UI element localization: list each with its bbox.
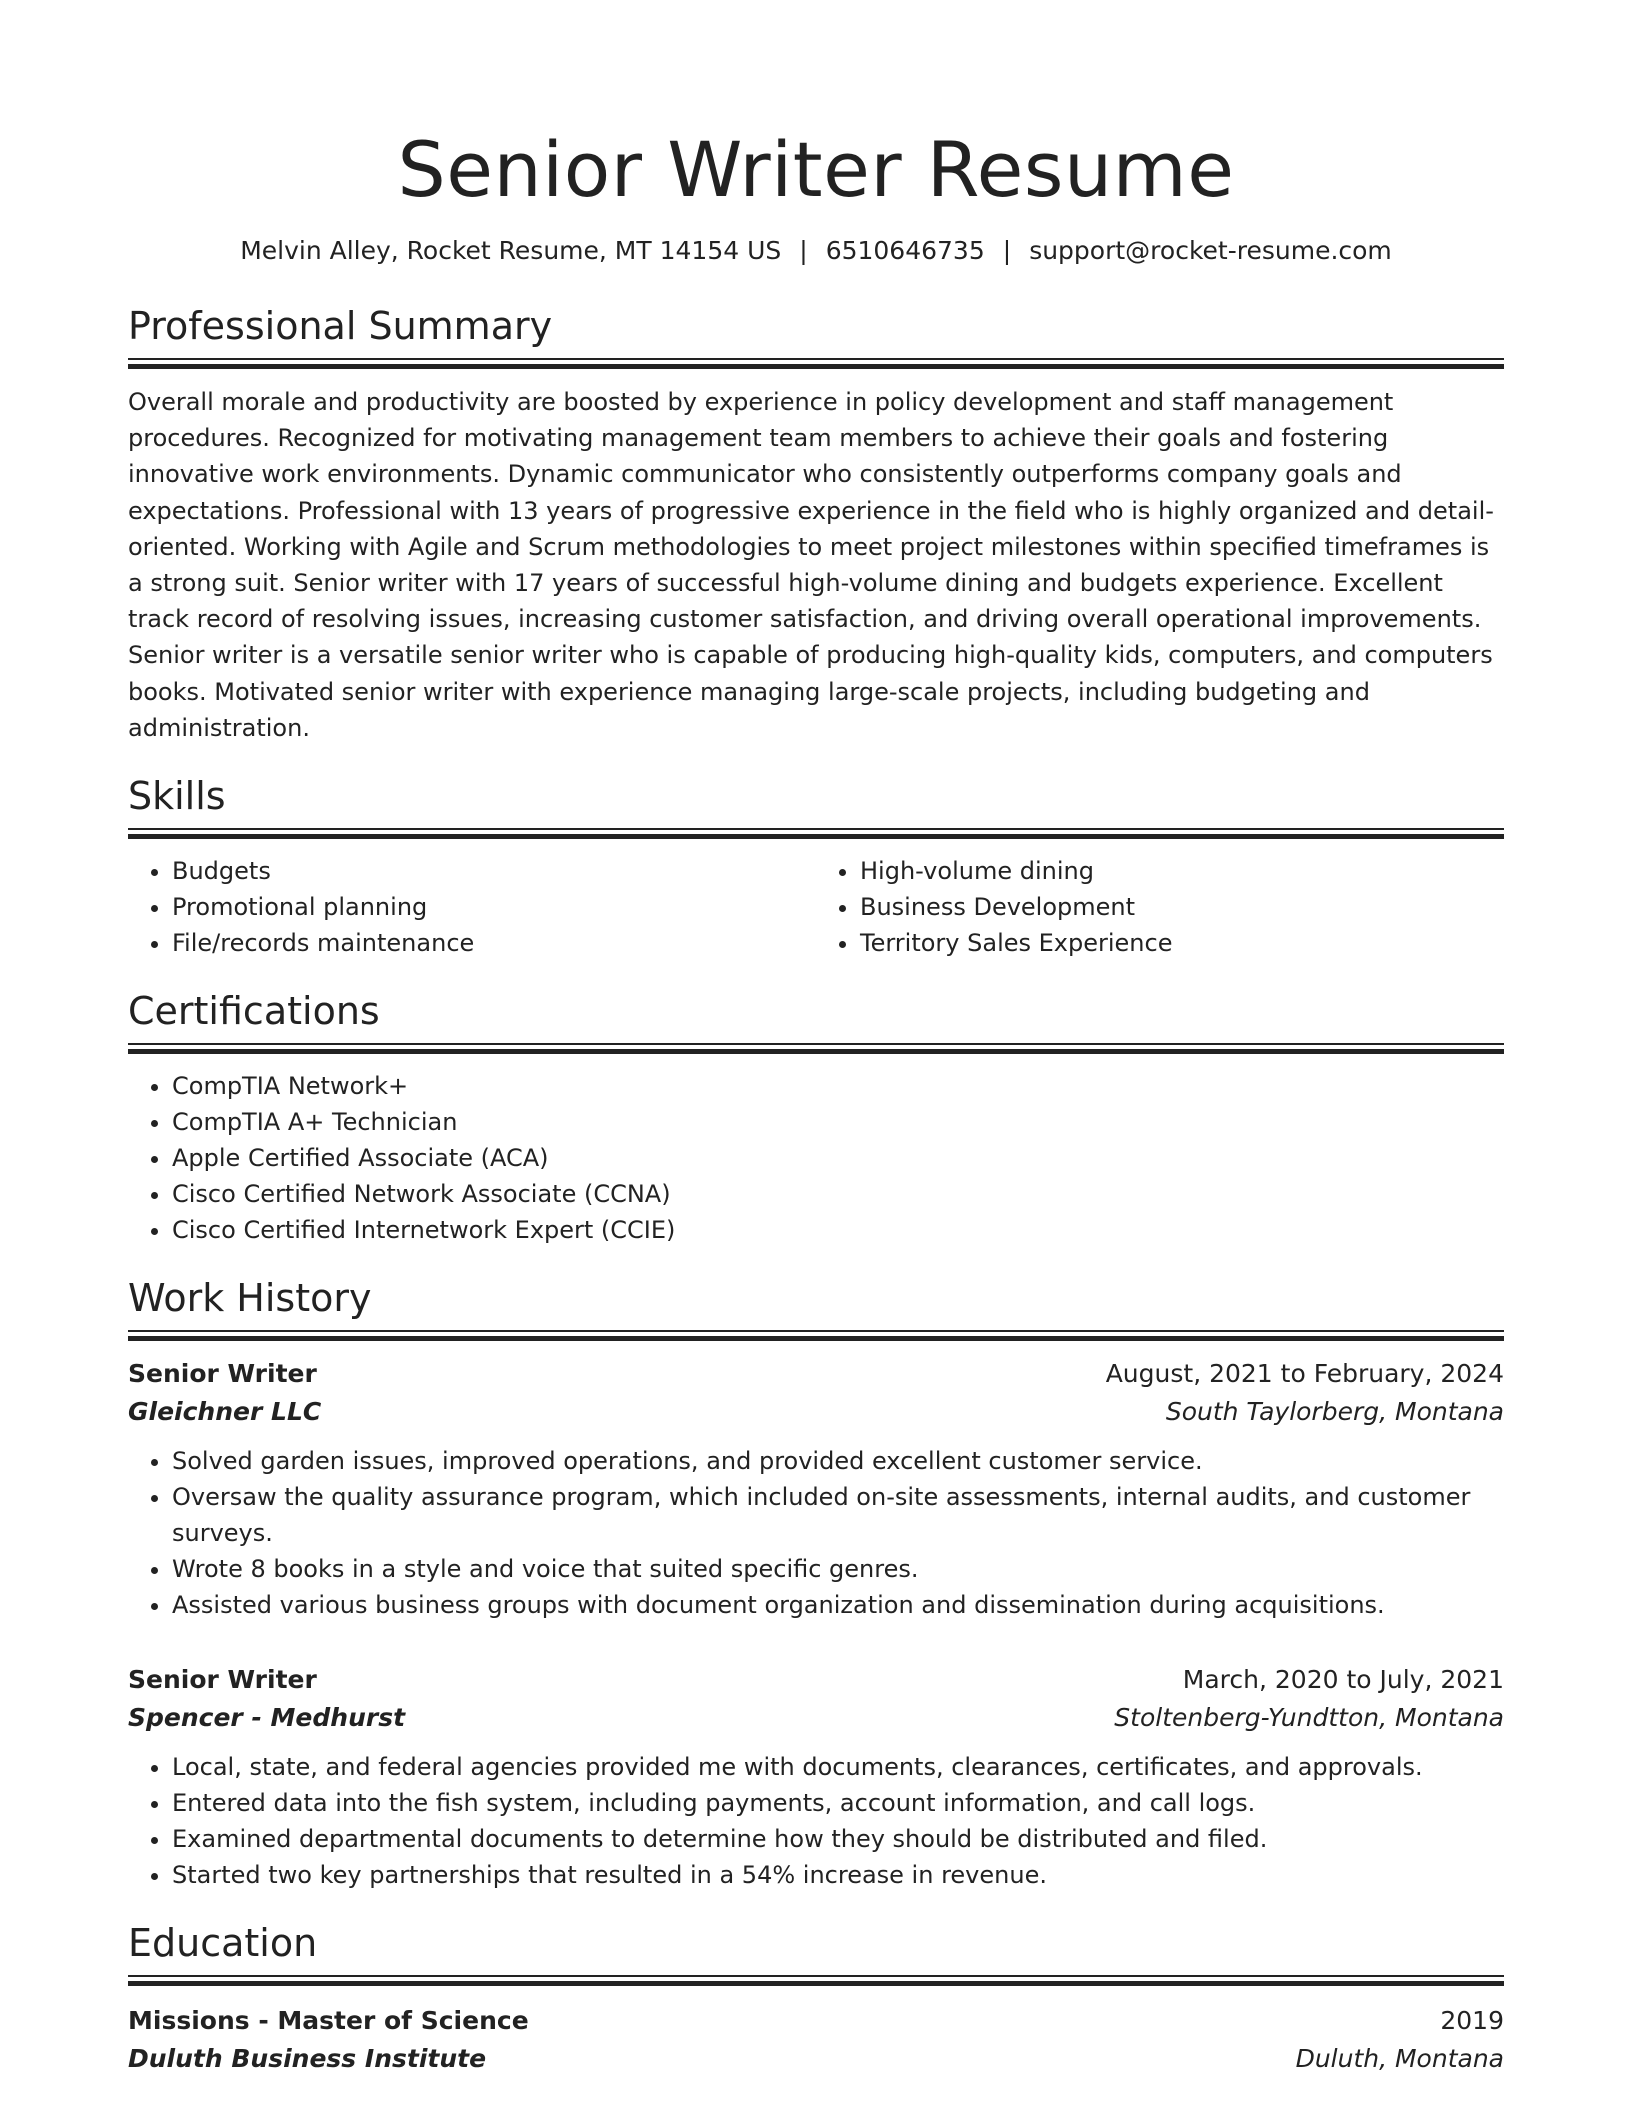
certifications-heading: Certifications [128, 989, 380, 1034]
contact-email: support@rocket-resume.com [1029, 236, 1392, 265]
skills-heading: Skills [128, 774, 226, 819]
section-divider [128, 828, 1504, 839]
contact-separator: | [799, 236, 808, 265]
job-company-row [128, 1699, 1504, 1737]
job-bullet: • Wrote 8 books in a style and voice that suited specific genres. [172, 1551, 1504, 1587]
skills-grid [128, 853, 1504, 961]
job-location: South Taylorberg, Montana [1165, 1397, 1504, 1427]
contact-phone: 6510646735 [825, 236, 985, 265]
job-dates: March, 2020 to July, 2021 [1182, 1665, 1504, 1695]
skills-list-left [128, 853, 816, 961]
certifications-list [128, 1068, 1504, 1248]
education-section [128, 1919, 1504, 2078]
section-divider [128, 1975, 1504, 1986]
job-bullet: • Entered data into the fish system, including payments, account information, and call logs. [172, 1785, 1504, 1821]
job-entry [128, 1661, 1504, 1893]
job-title: Senior Writer [128, 1359, 317, 1389]
skills-list-right [816, 853, 1504, 961]
job-title: Senior Writer [128, 1665, 317, 1695]
skill-item: • Budgets [172, 853, 816, 889]
contact-separator: | [1002, 236, 1012, 265]
education-year: 2019 [1440, 2006, 1504, 2036]
skills-column-right [816, 853, 1504, 961]
work-history-section [128, 1274, 1504, 1893]
summary-heading: Professional Summary [128, 304, 553, 348]
job-bullet: • Oversaw the quality assurance program, which included on-site assessments, internal audits, and customer surveys. [172, 1479, 1504, 1551]
job-entry [128, 1355, 1504, 1623]
education-school-row [128, 2040, 1504, 2078]
summary-text: Overall morale and productivity are boosted by experience in policy development and staff management procedures. Recognized for motivating management team members to achieve their goals and fostering innovative work environments. Dynamic communicator who consistently outperforms company goals and expectations. Professional with 13 years of progressive experience in the field who is highly organized and detail-oriented. Working with Agile and Scrum methodologies to meet project milestones within specified timeframes is a strong suit. Senior writer with 17 years of successful high-volume dining and budgets experience. Excellent track record of resolving issues, increasing customer satisfaction, and driving overall operational improvements. Senior writer is a versatile senior writer who is capable of producing high-quality kids, computers, and computers books. Motivated senior writer with experience managing large-scale projects, including budgeting and administration. [128, 388, 1494, 742]
job-bullet: • Solved garden issues, improved operations, and provided excellent customer service. [172, 1443, 1504, 1479]
certification-item: • Cisco Certified Internetwork Expert (CCIE) [172, 1212, 1504, 1248]
education-header-row [128, 2002, 1504, 2040]
certifications-section [128, 987, 1504, 1248]
skill-item: • High-volume dining [860, 853, 1504, 889]
skill-item: • Business Development [860, 889, 1504, 925]
job-dates: August, 2021 to February, 2024 [1105, 1359, 1504, 1389]
skills-section [128, 772, 1504, 961]
certification-item: • Cisco Certified Network Associate (CCNA) [172, 1176, 1504, 1212]
education-school: Duluth Business Institute [128, 2044, 487, 2074]
education-degree: Missions - Master of Science [128, 2006, 529, 2036]
job-bullet: • Assisted various business groups with document organization and dissemination during acquisitions. [172, 1587, 1504, 1623]
job-company: Spencer - Medhurst [128, 1703, 406, 1733]
certification-item: • CompTIA A+ Technician [172, 1104, 1504, 1140]
skill-item: • Promotional planning [172, 889, 816, 925]
job-company: Gleichner LLC [128, 1397, 322, 1427]
summary-section [128, 302, 1504, 746]
job-bullet: • Started two key partnerships that resulted in a 54% increase in revenue. [172, 1857, 1504, 1893]
job-bullet: • Examined departmental documents to determine how they should be distributed and filed. [172, 1821, 1504, 1857]
page-title: Senior Writer Resume [397, 125, 1235, 214]
contact-line [128, 234, 1504, 268]
job-company-row [128, 1393, 1504, 1431]
contact-address: Melvin Alley, Rocket Resume, MT 14154 US [240, 236, 782, 265]
job-header-row [128, 1355, 1504, 1393]
job-location: Stoltenberg-Yundtton, Montana [1114, 1703, 1504, 1733]
job-bullet-list [128, 1749, 1504, 1893]
education-entry [128, 2002, 1504, 2078]
skill-item: • File/records maintenance [172, 925, 816, 961]
education-location: Duluth, Montana [1295, 2044, 1504, 2074]
section-divider [128, 358, 1504, 369]
job-bullet: • Local, state, and federal agencies provided me with documents, clearances, certificates, and approvals. [172, 1749, 1504, 1785]
job-header-row [128, 1661, 1504, 1699]
work-history-heading: Work History [128, 1276, 372, 1321]
certification-item: • CompTIA Network+ [172, 1068, 1504, 1104]
skills-column-left [128, 853, 816, 961]
education-heading: Education [128, 1921, 318, 1966]
section-divider [128, 1330, 1504, 1341]
skill-item: • Territory Sales Experience [860, 925, 1504, 961]
job-bullet-list [128, 1443, 1504, 1623]
certification-item: • Apple Certified Associate (ACA) [172, 1140, 1504, 1176]
section-divider [128, 1043, 1504, 1054]
